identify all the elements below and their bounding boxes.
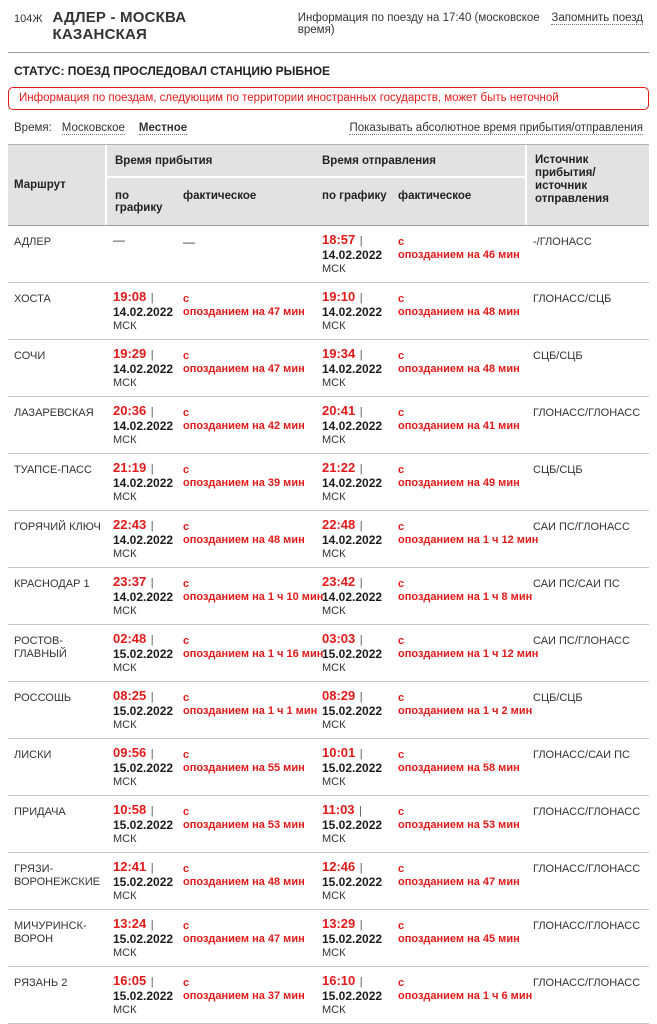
table-header <box>8 144 649 226</box>
col-departure-scheduled: по графику <box>322 190 387 202</box>
time-separator: | <box>359 976 363 988</box>
departure-scheduled-cell <box>314 860 390 903</box>
departure-time: 16:10 <box>322 973 356 988</box>
arrival-date: 14.02.2022 <box>113 590 174 604</box>
table-row <box>8 568 649 625</box>
departure-scheduled-cell <box>314 746 390 789</box>
arrival-time: 13:24 <box>113 916 147 931</box>
train-number: 104Ж <box>14 13 43 25</box>
departure-date: 14.02.2022 <box>322 305 383 319</box>
arrival-scheduled-cell <box>105 404 175 447</box>
departure-scheduled-cell <box>314 974 390 1017</box>
arrival-date: 15.02.2022 <box>113 761 174 775</box>
time-separator: | <box>359 292 363 304</box>
table-row <box>8 910 649 967</box>
time-separator: | <box>150 292 154 304</box>
table-row <box>8 397 649 454</box>
table-row <box>8 967 649 1024</box>
arrival-date: 15.02.2022 <box>113 704 174 718</box>
arrival-scheduled-cell <box>105 290 175 333</box>
departure-delay: с опозданием на 58 мин <box>398 749 520 774</box>
station-name: КРАСНОДАР 1 <box>14 578 90 590</box>
arrival-date: 14.02.2022 <box>113 533 174 547</box>
remember-train-link[interactable]: Запомнить поезд <box>551 12 643 24</box>
arrival-timezone: МСК <box>113 605 137 617</box>
arrival-time: 08:25 <box>113 688 147 703</box>
source-cell: ГЛОНАСС/ГЛОНАСС <box>533 920 641 932</box>
departure-delay: с опозданием на 1 ч 8 мин <box>398 578 533 603</box>
source-cell: СЦБ/СЦБ <box>533 350 583 362</box>
departure-date: 14.02.2022 <box>322 362 383 376</box>
source-cell: -/ГЛОНАСС <box>533 236 592 248</box>
time-separator: | <box>359 805 362 817</box>
arrival-scheduled-cell <box>105 632 175 675</box>
source-cell: ГЛОНАСС/СЦБ <box>533 293 612 305</box>
arrival-delay: — <box>183 235 195 249</box>
source-cell: СЦБ/СЦБ <box>533 692 583 704</box>
arrival-delay: с опозданием на 47 мин <box>183 350 305 375</box>
station-name: ТУАПСЕ-ПАСС <box>14 464 92 476</box>
col-arrival-group: Время прибытия <box>105 145 314 178</box>
arrival-delay: с опозданием на 48 мин <box>183 863 305 888</box>
station-name: ХОСТА <box>14 293 51 305</box>
arrival-delay: с опозданием на 1 ч 10 мин <box>183 578 324 603</box>
source-cell: ГЛОНАСС/САИ ПС <box>533 749 630 761</box>
station-name: ГРЯЗИ-ВОРОНЕЖСКИЕ <box>14 863 101 888</box>
station-name: ЛИСКИ <box>14 749 52 761</box>
departure-time: 22:48 <box>322 517 356 532</box>
departure-time: 03:03 <box>322 631 356 646</box>
time-separator: | <box>150 691 154 703</box>
departure-timezone: МСК <box>322 263 346 275</box>
departure-scheduled-cell <box>314 803 390 846</box>
col-departure-group: Время отправления <box>314 145 525 178</box>
time-separator: | <box>150 976 154 988</box>
source-cell: ГЛОНАСС/ГЛОНАСС <box>533 977 641 989</box>
departure-delay: с опозданием на 1 ч 12 мин <box>398 635 539 660</box>
table-row <box>8 226 649 283</box>
departure-scheduled-cell <box>314 689 390 732</box>
arrival-time: 12:41 <box>113 859 147 874</box>
departure-date: 14.02.2022 <box>322 590 383 604</box>
departure-delay: с опозданием на 49 мин <box>398 464 520 489</box>
departure-scheduled-cell <box>314 233 390 276</box>
time-separator: | <box>359 463 363 475</box>
source-cell: САИ ПС/САИ ПС <box>533 578 620 590</box>
source-cell: ГЛОНАСС/ГЛОНАСС <box>533 863 641 875</box>
table-row <box>8 739 649 796</box>
col-source: Источник прибытия/ источник отправления <box>525 145 649 225</box>
departure-date: 14.02.2022 <box>322 533 383 547</box>
arrival-date: 15.02.2022 <box>113 875 174 889</box>
departure-time: 23:42 <box>322 574 356 589</box>
departure-time: 18:57 <box>322 232 356 247</box>
arrival-scheduled-cell <box>105 575 175 618</box>
arrival-date: 14.02.2022 <box>113 419 174 433</box>
departure-scheduled-cell <box>314 575 390 618</box>
departure-time: 19:34 <box>322 346 356 361</box>
arrival-timezone: МСК <box>113 662 137 674</box>
arrival-delay: с опозданием на 42 мин <box>183 407 305 432</box>
departure-scheduled-cell <box>314 290 390 333</box>
header-divider <box>8 52 649 53</box>
time-separator: | <box>359 349 363 361</box>
table-row <box>8 853 649 910</box>
arrival-time: 19:29 <box>113 346 147 361</box>
page-title: АДЛЕР - МОСКВА КАЗАНСКАЯ <box>52 9 187 43</box>
time-separator: | <box>359 577 363 589</box>
departure-timezone: МСК <box>322 491 346 503</box>
arrival-scheduled-cell <box>105 233 175 276</box>
arrival-time: 02:48 <box>113 631 147 646</box>
departure-delay: с опозданием на 46 мин <box>398 236 520 261</box>
departure-timezone: МСК <box>322 776 346 788</box>
table-row <box>8 340 649 397</box>
arrival-time: 23:37 <box>113 574 147 589</box>
departure-date: 14.02.2022 <box>322 419 383 433</box>
page-header <box>8 0 649 43</box>
arrival-scheduled-cell <box>105 917 175 960</box>
arrival-scheduled-cell <box>105 803 175 846</box>
arrival-timezone: МСК <box>113 434 137 446</box>
arrival-date: 14.02.2022 <box>113 305 174 319</box>
arrival-date: 15.02.2022 <box>113 818 174 832</box>
departure-delay: с опозданием на 45 мин <box>398 920 520 945</box>
arrival-delay: с опозданием на 53 мин <box>183 806 305 831</box>
departure-scheduled-cell <box>314 917 390 960</box>
source-cell: СЦБ/СЦБ <box>533 464 583 476</box>
col-arrival-actual: фактическое <box>183 190 257 202</box>
departure-scheduled-cell <box>314 404 390 447</box>
arrival-timezone: МСК <box>113 491 137 503</box>
source-cell: ГЛОНАСС/ГЛОНАСС <box>533 806 641 818</box>
arrival-timezone: МСК <box>113 890 137 902</box>
departure-time: 21:22 <box>322 460 356 475</box>
time-mode-moscow[interactable]: Московское <box>61 122 125 134</box>
departure-date: 15.02.2022 <box>322 647 383 661</box>
departure-timezone: МСК <box>322 377 346 389</box>
departure-date: 15.02.2022 <box>322 818 383 832</box>
time-mode-row <box>14 122 643 135</box>
departure-scheduled-cell <box>314 518 390 561</box>
arrival-delay: с опозданием на 47 мин <box>183 920 305 945</box>
table-row <box>8 511 649 568</box>
absolute-time-toggle[interactable]: Показывать абсолютное время прибытия/отправления <box>349 122 643 134</box>
departure-delay: с опозданием на 1 ч 2 мин <box>398 692 533 717</box>
station-name: ПРИДАЧА <box>14 806 66 818</box>
warning-banner: Информация по поездам, следующим по территории иностранных государств, может быть неточной <box>8 87 649 110</box>
arrival-date: 14.02.2022 <box>113 362 174 376</box>
departure-time: 08:29 <box>322 688 356 703</box>
departure-time: 13:29 <box>322 916 356 931</box>
departure-delay: с опозданием на 48 мин <box>398 293 520 318</box>
arrival-delay: с опозданием на 39 мин <box>183 464 305 489</box>
departure-delay: с опозданием на 48 мин <box>398 350 520 375</box>
departure-timezone: МСК <box>322 548 346 560</box>
arrival-timezone: МСК <box>113 377 137 389</box>
time-separator: | <box>359 406 363 418</box>
col-departure-actual: фактическое <box>398 190 472 202</box>
arrival-scheduled-cell <box>105 974 175 1017</box>
source-cell: САИ ПС/ГЛОНАСС <box>533 635 630 647</box>
time-separator: | <box>150 349 154 361</box>
table-row <box>8 796 649 853</box>
arrival-timezone: МСК <box>113 1004 137 1016</box>
departure-time: 20:41 <box>322 403 356 418</box>
arrival-date: 14.02.2022 <box>113 476 174 490</box>
departure-date: 14.02.2022 <box>322 476 383 490</box>
col-route: Маршрут <box>14 179 66 191</box>
source-cell: ГЛОНАСС/ГЛОНАСС <box>533 407 641 419</box>
time-separator: | <box>150 919 154 931</box>
arrival-time: 16:05 <box>113 973 147 988</box>
arrival-time: 09:56 <box>113 745 147 760</box>
departure-timezone: МСК <box>322 662 346 674</box>
time-separator: | <box>150 406 154 418</box>
status-text: СТАТУС: ПОЕЗД ПРОСЛЕДОВАЛ СТАНЦИЮ РЫБНОЕ <box>14 64 331 78</box>
station-name: СОЧИ <box>14 350 46 362</box>
departure-date: 14.02.2022 <box>322 248 383 262</box>
departure-timezone: МСК <box>322 947 346 959</box>
info-timestamp: Информация по поезду на 17:40 (московское время) <box>297 12 540 36</box>
station-name: РОСТОВ-ГЛАВНЫЙ <box>14 635 67 660</box>
arrival-scheduled-cell <box>105 461 175 504</box>
departure-time: 10:01 <box>322 745 356 760</box>
time-separator: | <box>359 520 363 532</box>
time-separator: | <box>150 520 154 532</box>
arrival-time: 20:36 <box>113 403 147 418</box>
departure-timezone: МСК <box>322 719 346 731</box>
departure-timezone: МСК <box>322 320 346 332</box>
station-name: АДЛЕР <box>14 236 52 248</box>
arrival-time: 21:19 <box>113 460 147 475</box>
arrival-delay: с опозданием на 48 мин <box>183 521 305 546</box>
arrival-scheduled-cell <box>105 518 175 561</box>
time-separator: | <box>150 805 154 817</box>
arrival-time: 10:58 <box>113 802 147 817</box>
station-name: РЯЗАНЬ 2 <box>14 977 68 989</box>
departure-delay: с опозданием на 1 ч 12 мин <box>398 521 539 546</box>
arrival-timezone: МСК <box>113 833 137 845</box>
arrival-time: 22:43 <box>113 517 147 532</box>
time-separator: | <box>150 577 154 589</box>
arrival-timezone: МСК <box>113 776 137 788</box>
arrival-timezone: МСК <box>113 947 137 959</box>
departure-timezone: МСК <box>322 434 346 446</box>
table-row <box>8 454 649 511</box>
time-separator: | <box>359 748 363 760</box>
departure-scheduled-cell <box>314 461 390 504</box>
arrival-timezone: МСК <box>113 719 137 731</box>
source-cell: САИ ПС/ГЛОНАСС <box>533 521 630 533</box>
time-mode-local[interactable]: Местное <box>138 122 188 134</box>
departure-delay: с опозданием на 1 ч 6 мин <box>398 977 533 1002</box>
departure-delay: с опозданием на 53 мин <box>398 806 520 831</box>
departure-delay: с опозданием на 47 мин <box>398 863 520 888</box>
table-body <box>8 226 649 1024</box>
departure-time: 11:03 <box>322 802 355 817</box>
departure-timezone: МСК <box>322 890 346 902</box>
departure-timezone: МСК <box>322 605 346 617</box>
arrival-delay: с опозданием на 1 ч 16 мин <box>183 635 324 660</box>
station-name: РОССОШЬ <box>14 692 72 704</box>
time-mode-label: Время: <box>14 122 52 134</box>
col-arrival-scheduled: по графику <box>105 178 175 225</box>
table-row <box>8 682 649 739</box>
arrival-delay: с опозданием на 55 мин <box>183 749 305 774</box>
station-name: ЛАЗАРЕВСКАЯ <box>14 407 94 419</box>
departure-scheduled-cell <box>314 347 390 390</box>
arrival-delay: с опозданием на 47 мин <box>183 293 305 318</box>
departure-date: 15.02.2022 <box>322 704 383 718</box>
arrival-timezone: МСК <box>113 320 137 332</box>
arrival-delay: с опозданием на 1 ч 1 мин <box>183 692 318 717</box>
station-name: МИЧУРИНСК-ВОРОН <box>14 920 87 945</box>
arrival-time: 19:08 <box>113 289 147 304</box>
time-separator: | <box>359 691 363 703</box>
arrival-delay: с опозданием на 37 мин <box>183 977 305 1002</box>
arrival-date: 15.02.2022 <box>113 647 174 661</box>
table-row <box>8 625 649 682</box>
arrival-scheduled-cell <box>105 689 175 732</box>
arrival-date: 15.02.2022 <box>113 932 174 946</box>
time-separator: | <box>359 634 363 646</box>
station-name: ГОРЯЧИЙ КЛЮЧ <box>14 521 101 533</box>
time-separator: | <box>359 235 363 247</box>
arrival-time: — <box>113 233 125 247</box>
time-separator: | <box>359 862 363 874</box>
time-separator: | <box>150 463 154 475</box>
arrival-timezone: МСК <box>113 548 137 560</box>
departure-time: 12:46 <box>322 859 356 874</box>
arrival-scheduled-cell <box>105 746 175 789</box>
time-separator: | <box>150 634 154 646</box>
arrival-date: 15.02.2022 <box>113 989 174 1003</box>
departure-scheduled-cell <box>314 632 390 675</box>
arrival-scheduled-cell <box>105 347 175 390</box>
departure-time: 19:10 <box>322 289 356 304</box>
departure-date: 15.02.2022 <box>322 989 383 1003</box>
arrival-scheduled-cell <box>105 860 175 903</box>
departure-timezone: МСК <box>322 833 346 845</box>
time-separator: | <box>150 862 154 874</box>
departure-date: 15.02.2022 <box>322 761 383 775</box>
departure-timezone: МСК <box>322 1004 346 1016</box>
departure-date: 15.02.2022 <box>322 932 383 946</box>
departure-delay: с опозданием на 41 мин <box>398 407 520 432</box>
time-separator: | <box>359 919 363 931</box>
table-row <box>8 283 649 340</box>
departure-date: 15.02.2022 <box>322 875 383 889</box>
time-separator: | <box>150 748 154 760</box>
